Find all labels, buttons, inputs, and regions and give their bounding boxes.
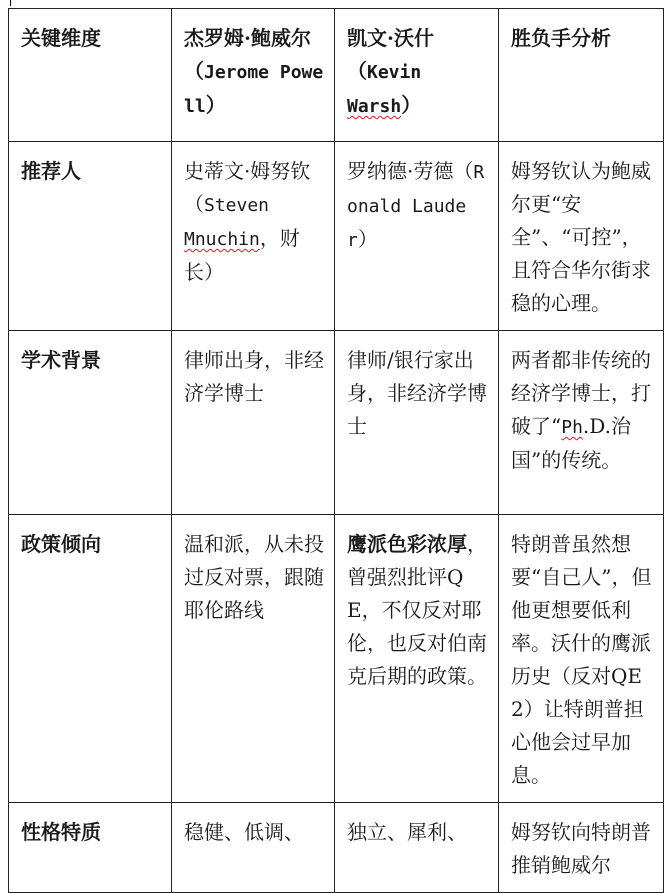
- row-dimension-recommender: [9, 142, 172, 331]
- cell-analysis-policy: [499, 515, 664, 803]
- cell-text: 律师/银行家出身，非经济学博士: [347, 348, 487, 438]
- cell-warsh-academic: [335, 331, 499, 515]
- cell-text: 姆努钦认为鲍威尔更“安全”、“可控”，且符合华尔街求稳的心理。: [511, 159, 651, 315]
- cell-text: ）: [357, 227, 378, 251]
- row-dimension-text: 学术背景: [21, 348, 101, 372]
- table-row: [9, 803, 664, 893]
- cell-text: 史蒂文·姆努钦（: [184, 159, 311, 216]
- header-powell-name: 杰罗姆·鲍威尔: [184, 26, 311, 50]
- table-row: [9, 515, 664, 803]
- row-dimension-personality: [9, 803, 172, 893]
- header-warsh-paren-open: （: [347, 59, 367, 83]
- comparison-table: [8, 8, 664, 893]
- cell-english-text: Ronald Lauder: [347, 162, 485, 251]
- cell-warsh-policy: [335, 515, 499, 803]
- header-warsh-name: 凯文·沃什: [347, 26, 434, 50]
- cell-english-text: Steven: [204, 195, 270, 216]
- header-powell-english: Jerome Powell: [184, 62, 324, 117]
- cell-text: 律师出身，非经济学博士: [184, 348, 324, 405]
- header-warsh-english-first: Kevin: [367, 62, 422, 83]
- cell-text: 姆努钦向特朗普推销鲍威尔: [511, 820, 651, 877]
- cell-powell-recommender: [172, 142, 335, 331]
- cell-english-text-flagged: Mnuchin: [184, 229, 260, 250]
- cell-warsh-recommender: [335, 142, 499, 331]
- cell-text: .D.治国”的传统。: [511, 414, 631, 472]
- row-dimension-policy: [9, 515, 172, 803]
- table-header-row: [9, 9, 664, 142]
- cell-text: 罗纳德·劳德（: [347, 159, 474, 183]
- cell-analysis-recommender: [499, 142, 664, 331]
- cell-text: 特朗普虽然想要“自己人”，但他更想要低利率。沃什的鹰派历史（反对QE2）让特朗普担心他会过早加息。: [511, 532, 652, 787]
- row-dimension-text: 政策倾向: [21, 532, 101, 556]
- cell-bold-text: 鹰派色彩浓厚: [347, 532, 467, 556]
- cell-analysis-academic: [499, 331, 664, 515]
- table-row: [9, 331, 664, 515]
- cell-powell-personality: [172, 803, 335, 893]
- cell-english-text-flagged: Ph: [561, 417, 583, 438]
- cell-text: 温和派，从未投过反对票，跟随耶伦路线: [184, 532, 324, 622]
- row-dimension-text: 性格特质: [21, 820, 101, 844]
- cell-powell-academic: [172, 331, 335, 515]
- header-dimension: [9, 9, 172, 142]
- cell-text: 独立、犀利、: [347, 820, 467, 844]
- cell-analysis-personality: [499, 803, 664, 893]
- cell-powell-policy: [172, 515, 335, 803]
- header-powell: [172, 9, 335, 142]
- header-powell-paren-open: （: [184, 59, 204, 83]
- row-dimension-academic: [9, 331, 172, 515]
- page-edge-mark: [10, 0, 11, 6]
- header-analysis: [499, 9, 664, 142]
- cell-text: ，曾强烈批评QE，不仅反对耶伦，也反对伯南克后期的政策。: [347, 532, 487, 688]
- header-warsh-paren-close: ）: [401, 93, 422, 117]
- cell-text: 稳健、低调、: [184, 820, 304, 844]
- header-warsh: [335, 9, 499, 142]
- header-dimension-text: 关键维度: [21, 26, 101, 50]
- cell-warsh-personality: [335, 803, 499, 893]
- header-powell-paren-close: ）: [205, 93, 226, 117]
- table-row: [9, 142, 664, 331]
- header-warsh-english-last: Warsh: [347, 96, 402, 117]
- cell-text: ，财长）: [184, 226, 300, 284]
- header-analysis-text: 胜负手分析: [511, 26, 611, 50]
- cell-text: 两者都非传统的经济学博士，打破了“: [511, 348, 651, 438]
- row-dimension-text: 推荐人: [21, 159, 81, 183]
